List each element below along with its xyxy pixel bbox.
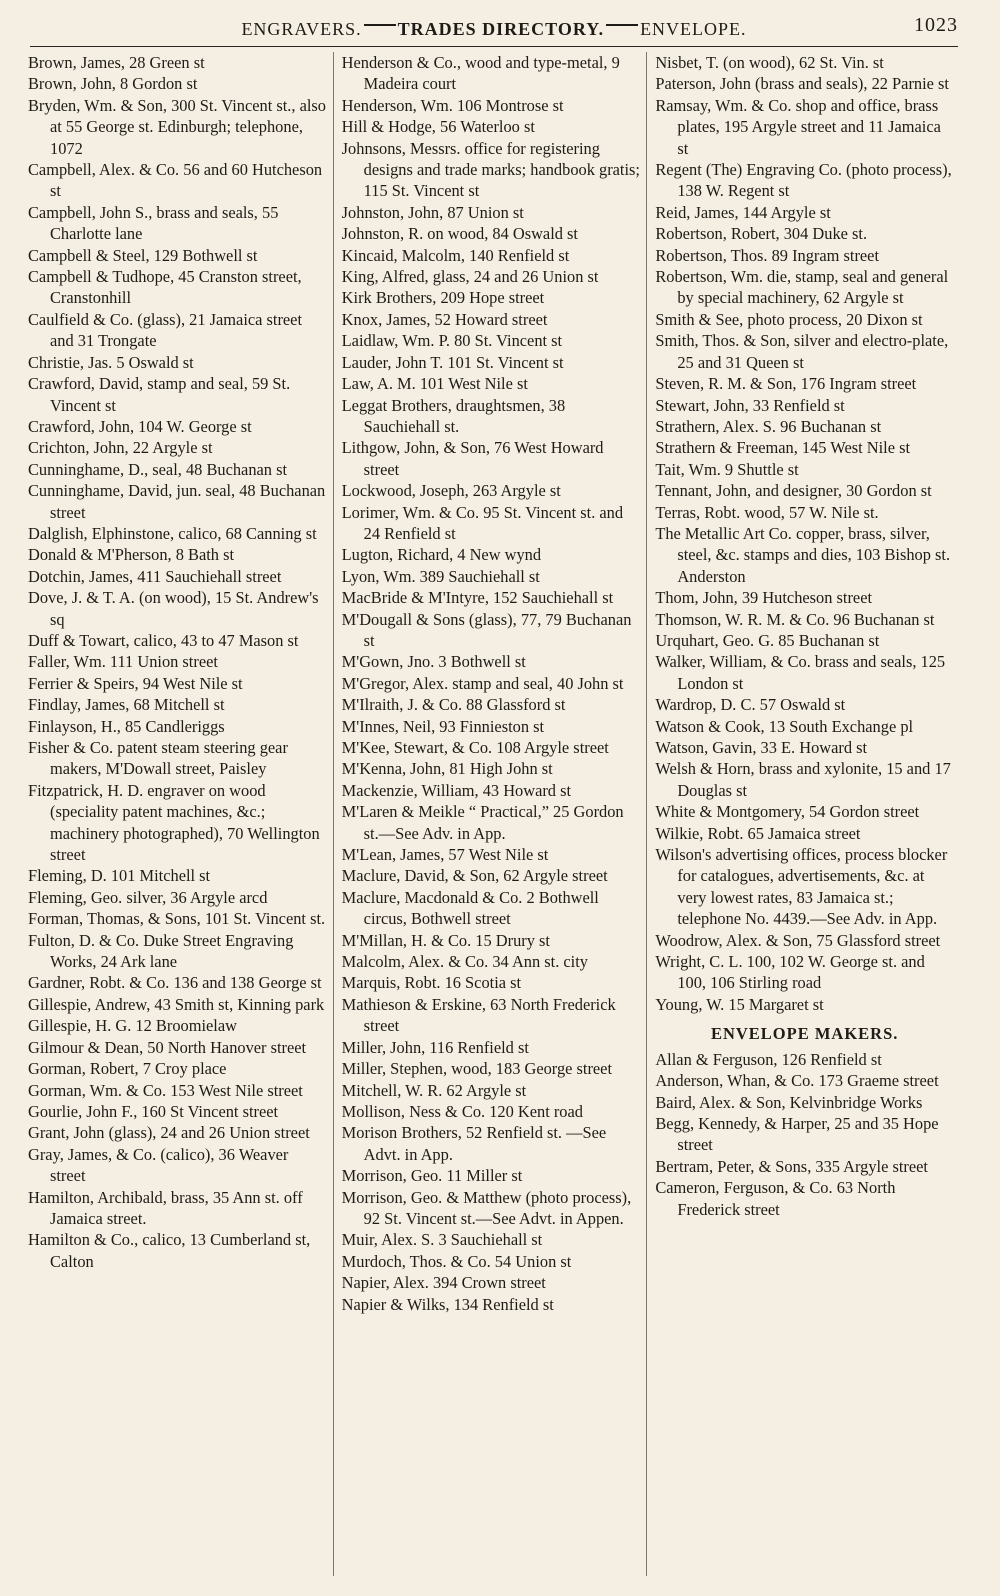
directory-entry: Begg, Kennedy, & Harper, 25 and 35 Hope street [655,1113,939,1155]
directory-entry: Robertson, Wm. die, stamp, seal and general by special machinery, 62 Argyle st [655,267,949,308]
directory-entry: Morrison, Geo. 11 Miller st [341,1166,523,1186]
directory-entry: Bertram, Peter, & Sons, 335 Argyle street [655,1156,928,1176]
directory-entry: Lauder, John T. 101 St. Vincent st [341,352,564,372]
directory-entry: Gilmour & Dean, 50 North Hanover street [28,1037,307,1057]
directory-entry: Gillespie, Andrew, 43 Smith st, Kinning park [28,994,325,1014]
header-left: ENGRAVERS. [241,18,362,39]
directory-entry: Mitchell, W. R. 62 Argyle st [341,1080,527,1100]
directory-entry: Brown, John, 8 Gordon st [28,74,198,94]
directory-entry: Cunninghame, David, jun. seal, 48 Buchanan street [28,481,326,522]
directory-entry: Robertson, Thos. 89 Ingram street [655,245,880,265]
directory-entry: Smith & See, photo process, 20 Dixon st [655,309,923,329]
directory-entry: Watson, Gavin, 33 E. Howard st [655,738,868,757]
directory-entry: Paterson, John (brass and seals), 22 Parnie st [655,74,949,94]
directory-entry: Crichton, John, 22 Argyle st [28,438,213,458]
directory-entry: Campbell, Alex. & Co. 56 and 60 Hutcheson st [28,160,323,201]
directory-entry: Hamilton, Archibald, brass, 35 Ann st. off Jamaica street. [28,1187,303,1228]
directory-entry: Napier, Alex. 394 Crown street [341,1273,546,1293]
directory-entry: Knox, James, 52 Howard street [341,309,548,329]
directory-entry: M'Kenna, John, 81 High John st [341,759,553,779]
directory-entry: Ferrier & Speirs, 94 West Nile st [28,673,243,693]
directory-entry: Gillespie, H. G. 12 Broomielaw [28,1016,237,1036]
directory-entry: The Metallic Art Co. copper, brass, silver, steel, &c. stamps and dies, 103 Bishop st. Anderston [655,523,951,586]
directory-entry: Muir, Alex. S. 3 Sauchiehall st [341,1230,543,1250]
directory-entry: Kirk Brothers, 209 Hope street [341,288,545,308]
directory-entry: Mathieson & Erskine, 63 North Frederick street [341,994,616,1036]
section-title: ENVELOPE MAKERS. [710,1024,899,1044]
directory-entry: Morrison, Geo. & Matthew (photo process), 92 St. Vincent st.—See Advt. in Appen. [341,1187,632,1228]
directory-entry: M'Ilraith, J. & Co. 88 Glassford st [341,695,566,715]
directory-entry: Gorman, Wm. & Co. 153 West Nile street [28,1080,303,1100]
directory-entry: Campbell, John S., brass and seals, 55 Charlotte lane [28,202,279,244]
directory-entry: Gray, James, & Co. (calico), 36 Weaver street [28,1144,289,1186]
directory-entry: Dove, J. & T. A. (on wood), 15 St. Andrew's sq [28,588,319,629]
directory-entry: Donald & M'Pherson, 8 Bath st [28,545,235,565]
directory-entry: Maclure, David, & Son, 62 Argyle street [341,866,608,886]
header-rule [30,46,958,47]
directory-entry: Laidlaw, Wm. P. 80 St. Vincent st [341,331,563,351]
directory-entry: Tait, Wm. 9 Shuttle st [655,459,799,479]
directory-entry: Smith, Thos. & Son, silver and electro-plate, 25 and 31 Queen st [655,331,949,372]
directory-entry: Lugton, Richard, 4 New wynd [341,545,542,565]
directory-entry: Johnston, R. on wood, 84 Oswald st [341,224,578,244]
directory-entry: Strathern, Alex. S. 96 Buchanan st [655,416,882,436]
directory-entry: Miller, Stephen, wood, 183 George street [341,1059,613,1079]
directory-entry: Welsh & Horn, brass and xylonite, 15 and 17 Douglas st [655,759,951,800]
column-3 [646,52,960,1576]
directory-entry: King, Alfred, glass, 24 and 26 Union st [341,267,599,287]
directory-entry: Kincaid, Malcolm, 140 Renfield st [341,245,570,265]
directory-entry: Cunninghame, D., seal, 48 Buchanan st [28,459,288,479]
directory-entry: Reid, James, 144 Argyle st [655,202,831,222]
directory-entry: Terras, Robt. wood, 57 W. Nile st. [655,502,879,522]
directory-entry: Wright, C. L. 100, 102 W. George st. and 100, 106 Stirling road [655,952,925,993]
directory-entry: Stewart, John, 33 Renfield st [655,395,845,415]
directory-entry: Fleming, Geo. silver, 36 Argyle arcd [28,887,268,907]
directory-entry: Forman, Thomas, & Sons, 101 St. Vincent st. [28,909,326,929]
directory-entry: Duff & Towart, calico, 43 to 47 Mason st [28,630,299,650]
directory-entry: Marquis, Robt. 16 Scotia st [341,973,522,993]
directory-entry: Henderson, Wm. 106 Montrose st [341,95,564,115]
directory-entry: Faller, Wm. 111 Union street [28,652,218,672]
directory-entry: MacBride & M'Intyre, 152 Sauchiehall st [341,588,614,608]
directory-entry: Johnston, John, 87 Union st [341,202,524,222]
directory-entry: Lithgow, John, & Son, 76 West Howard street [341,438,604,479]
directory-entry: Fitzpatrick, H. D. engraver on wood (speciality patent machines, &c.; machinery photographed), 70 Wellington street [28,780,320,865]
directory-entry: Hill & Hodge, 56 Waterloo st [341,117,535,137]
directory-entry: M'Gown, Jno. 3 Bothwell st [341,652,526,672]
directory-entry: Urquhart, Geo. G. 85 Buchanan st [655,630,880,650]
directory-entry: Christie, Jas. 5 Oswald st [28,352,194,372]
directory-entry: Regent (The) Engraving Co. (photo process), 138 W. Regent st [655,160,952,201]
directory-entry: Napier & Wilks, 134 Renfield st [341,1294,554,1314]
directory-entry: Campbell & Steel, 129 Bothwell st [28,245,258,265]
directory-entry: Leggat Brothers, draughtsmen, 38 Sauchiehall st. [341,395,566,436]
directory-entry: Gorman, Robert, 7 Croy place [28,1059,227,1079]
page-header [30,14,958,44]
directory-entry: Wardrop, D. C. 57 Oswald st [655,695,846,715]
directory-entry: Young, W. 15 Margaret st [655,994,824,1014]
directory-entry: Baird, Alex. & Son, Kelvinbridge Works [655,1092,923,1112]
column-1 [28,52,333,1576]
header-dash [364,24,396,26]
directory-entry: Brown, James, 28 Green st [28,53,205,72]
directory-entry: Woodrow, Alex. & Son, 75 Glassford street [655,930,941,950]
directory-entry: M'Laren & Meikle “ Practical,” 25 Gordon st.—See Adv. in App. [341,802,624,843]
directory-entry: M'Dougall & Sons (glass), 77, 79 Buchanan st [341,609,632,650]
directory-entry: M'Innes, Neil, 93 Finnieston st [341,716,545,736]
directory-entry: Dalglish, Elphinstone, calico, 68 Canning st [28,523,317,543]
directory-entry: Miller, John, 116 Renfield st [341,1037,529,1057]
directory-entry: Walker, William, & Co. brass and seals, 125 London st [655,652,946,693]
directory-entry: Finlayson, H., 85 Candleriggs [28,716,225,736]
column-2 [333,52,647,1576]
directory-entry: M'Gregor, Alex. stamp and seal, 40 John st [341,673,624,693]
directory-entry: Dotchin, James, 411 Sauchiehall street [28,566,282,586]
directory-entry: Cameron, Ferguson, & Co. 63 North Frederick street [655,1178,896,1219]
directory-entry: Caulfield & Co. (glass), 21 Jamaica street and 31 Trongate [28,309,303,351]
directory-entry: Lyon, Wm. 389 Sauchiehall st [341,566,540,586]
directory-entry: Bryden, Wm. & Son, 300 St. Vincent st., also at 55 George st. Edinburgh; telephone, 1072 [28,95,326,158]
directory-entry: Maclure, Macdonald & Co. 2 Bothwell circus, Bothwell street [341,887,599,929]
directory-columns [28,52,960,1576]
directory-entry: Thom, John, 39 Hutcheson street [655,588,873,608]
directory-entry: Anderson, Whan, & Co. 173 Graeme street [655,1071,939,1091]
directory-entry: Wilkie, Robt. 65 Jamaica street [655,823,861,843]
directory-entry: Strathern & Freeman, 145 West Nile st [655,438,911,458]
directory-entry: Findlay, James, 68 Mitchell st [28,695,225,715]
directory-entry: White & Montgomery, 54 Gordon street [655,802,920,822]
directory-entry: Mollison, Ness & Co. 120 Kent road [341,1101,583,1121]
directory-entry: Malcolm, Alex. & Co. 34 Ann st. city [341,952,588,972]
directory-entry: Allan & Ferguson, 126 Renfield st [655,1049,882,1069]
header-dash [606,24,638,26]
page-number: 1023 [914,14,958,36]
directory-entry: Lorimer, Wm. & Co. 95 St. Vincent st. and 24 Renfield st [341,502,624,543]
directory-entry: Robertson, Robert, 304 Duke st. [655,224,868,244]
directory-entry: Mackenzie, William, 43 Howard st [341,780,572,800]
directory-entry: Thomson, W. R. M. & Co. 96 Buchanan st [655,609,935,629]
directory-entry: Wilson's advertising offices, process blocker for catalogues, advertisements, &c. at very lowest rates, 83 Jamaica st.; telephone No. 4439.—See Adv. in App. [655,845,948,929]
directory-entry: Crawford, David, stamp and seal, 59 St. Vincent st [28,374,291,415]
directory-entry: Ramsay, Wm. & Co. shop and office, brass plates, 195 Argyle street and 11 Jamaica st [655,95,941,158]
directory-entry: Gardner, Robt. & Co. 136 and 138 George st [28,973,322,993]
directory-entry: Tennant, John, and designer, 30 Gordon st [655,481,932,501]
header-right: ENVELOPE. [640,18,747,39]
directory-entry: Fulton, D. & Co. Duke Street Engraving Works, 24 Ark lane [28,930,294,972]
directory-entry: Nisbet, T. (on wood), 62 St. Vin. st [655,53,884,72]
directory-entry: M'Lean, James, 57 West Nile st [341,845,549,865]
directory-entry: Hamilton & Co., calico, 13 Cumberland st, Calton [28,1230,311,1271]
directory-entry: Morison Brothers, 52 Renfield st. —See Advt. in App. [341,1123,607,1164]
header-center: TRADES DIRECTORY. [397,18,605,39]
directory-entry: Law, A. M. 101 West Nile st [341,374,528,394]
directory-entry: M'Kee, Stewart, & Co. 108 Argyle street [341,738,609,757]
directory-entry: Henderson & Co., wood and type-metal, 9 Madeira court [341,53,620,94]
directory-entry: M'Millan, H. & Co. 15 Drury st [341,930,550,950]
directory-entry: Murdoch, Thos. & Co. 54 Union st [341,1251,572,1271]
directory-entry: Crawford, John, 104 W. George st [28,416,252,436]
directory-entry: Fisher & Co. patent steam steering gear makers, M'Dowall street, Paisley [28,738,288,779]
directory-entry: Lockwood, Joseph, 263 Argyle st [341,481,561,501]
directory-entry: Steven, R. M. & Son, 176 Ingram street [655,374,917,394]
directory-entry: Grant, John (glass), 24 and 26 Union street [28,1123,310,1143]
directory-entry: Campbell & Tudhope, 45 Cranston street, Cranstonhill [28,267,302,308]
directory-entry: Johnsons, Messrs. office for registering designs and trade marks; handbook gratis; 115 St. Vincent st [341,138,640,201]
directory-entry: Watson & Cook, 13 South Exchange pl [655,716,914,736]
directory-entry: Fleming, D. 101 Mitchell st [28,866,211,886]
directory-entry: Gourlie, John F., 160 St Vincent street [28,1101,279,1121]
